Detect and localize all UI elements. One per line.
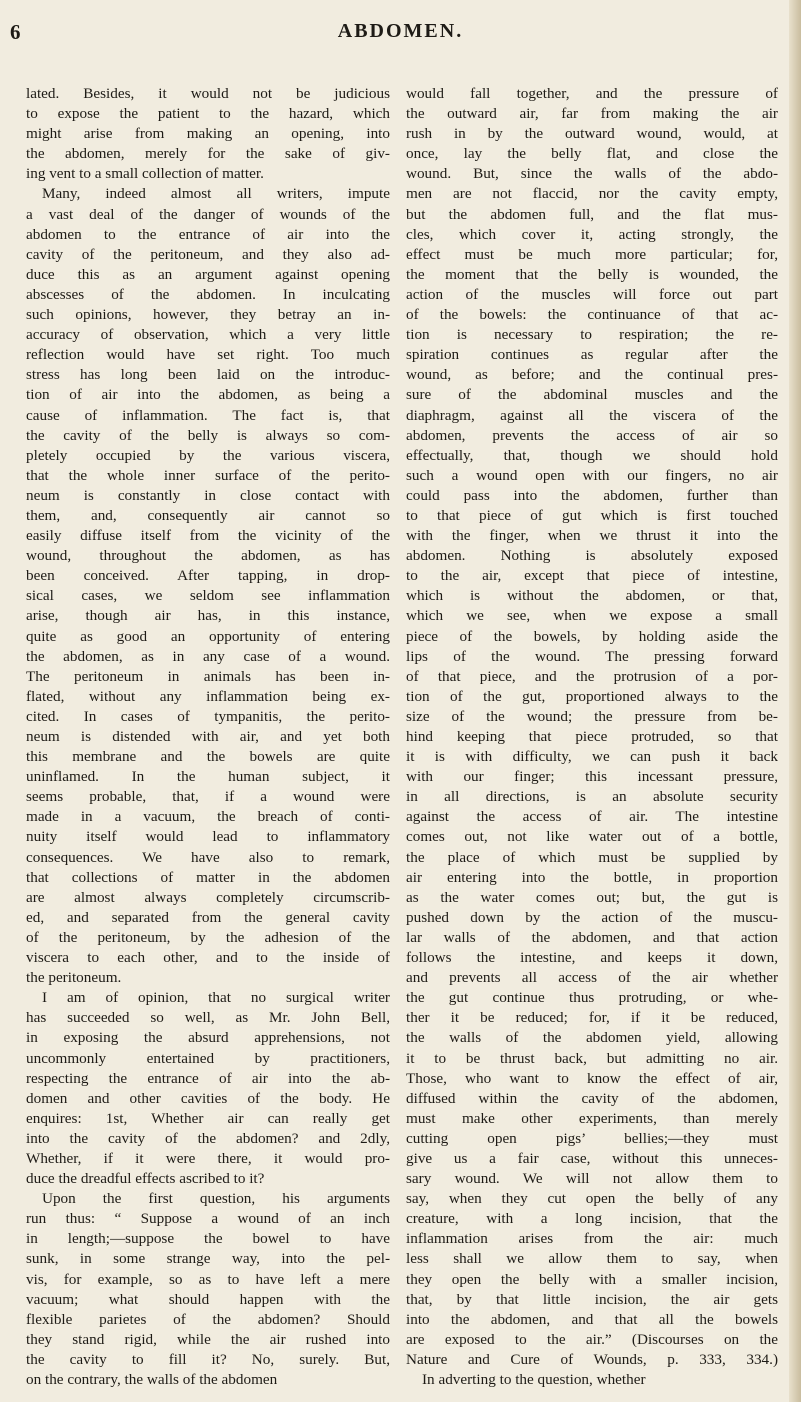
text-line: lar walls of the abdomen, and that action: [406, 928, 778, 946]
text-line: creature, with a long incision, that the: [406, 1210, 778, 1228]
text-line: lips of the wound. The pressing forward: [406, 647, 778, 665]
text-line: the cavity to fill it? No, surely. But,: [26, 1350, 390, 1368]
text-line: wound, throughout the abdomen, as has: [26, 547, 390, 565]
text-line: the walls of the abdomen yield, allowing: [406, 1029, 778, 1047]
text-line: sunk, in some strange way, into the pel-: [26, 1250, 390, 1268]
text-line: that collections of matter in the abdomen: [26, 868, 390, 886]
text-line: of the bowels: the continuance of that ac-: [406, 306, 778, 324]
text-line: this membrane and the bowels are quite: [26, 748, 390, 766]
text-line: must make other experiments, than merely: [406, 1109, 778, 1127]
text-line: consequences. We have also to remark,: [26, 848, 390, 866]
text-line: the peritoneum.: [26, 969, 122, 987]
text-line: and prevents all access of the air whether: [406, 969, 778, 987]
text-line: abscesses of the abdomen. In inculcating: [26, 285, 390, 303]
text-line: would fall together, and the pressure of: [406, 85, 778, 102]
text-line: abdomen to the entrance of air into the: [26, 225, 390, 243]
text-line: that the whole inner surface of the perito-: [26, 466, 390, 484]
text-line: diaphragm, against all the viscera of the: [406, 406, 778, 424]
text-line: Upon the first question, his arguments: [42, 1190, 390, 1208]
text-line: duce the dreadful effects ascribed to it?: [26, 1170, 265, 1188]
text-line: it to be thrust back, but admitting no air.: [406, 1049, 778, 1067]
text-line: of that piece, and the protrusion of a por-: [406, 667, 778, 685]
text-line: but the abdomen full, and the flat mus-: [406, 205, 778, 223]
text-line: as the water comes out; but, the gut is: [406, 888, 778, 906]
text-line: are almost always completely circumscrib-: [26, 888, 390, 906]
text-line: flexible parietes of the abdomen? Should: [26, 1310, 390, 1328]
text-line: action of the muscles will force out part: [406, 285, 778, 303]
text-line: to the air, except that piece of intestine,: [406, 567, 778, 585]
text-line: of the peritoneum, by the adhesion of the: [26, 928, 390, 946]
text-line: abdomen, prevents the access of air so: [406, 426, 778, 444]
text-line: men are not flaccid, nor the cavity empty,: [406, 185, 778, 203]
text-line: which is without the abdomen, or that,: [406, 587, 778, 605]
text-line: cles, which cover it, acting strongly, the: [406, 225, 778, 243]
text-line: to that piece of gut which is first touched: [406, 506, 778, 524]
text-line: Those, who want to know the effect of air,: [406, 1069, 778, 1087]
text-line: less shall we allow them to say, when: [406, 1250, 778, 1268]
text-line: accuracy of observation, which a very little: [26, 326, 390, 344]
text-line: that, by that little incision, the air gets: [406, 1290, 778, 1308]
text-line: In adverting to the question, whether: [422, 1371, 646, 1388]
text-line: nuity itself would lead to inflammatory: [26, 828, 390, 846]
text-line: tion of air into the abdomen, as being a: [26, 386, 390, 404]
text-line: tion of the gut, proportioned always to the: [406, 687, 778, 705]
text-line: sical cases, we seldom see inflammation: [26, 587, 390, 605]
text-line: in exposing the absurd apprehensions, not: [26, 1029, 390, 1047]
text-line: ther it be reduced; for, if it be reduced,: [406, 1009, 778, 1027]
text-line: pushed down by the action of the muscu-: [406, 908, 778, 926]
text-line: they open the belly with a smaller incision,: [406, 1270, 778, 1288]
text-line: cutting open pigs’ bellies;—they must: [406, 1129, 778, 1147]
text-line: Many, indeed almost all writers, impute: [42, 185, 390, 203]
text-line: sary wound. We will not allow them to: [406, 1170, 778, 1188]
text-line: domen and other cavities of the body. He: [26, 1089, 390, 1107]
text-line: effect must be much more particular; for,: [406, 245, 778, 263]
text-line: the cavity of the belly is always so com-: [26, 426, 390, 444]
text-line: uncommonly entertained by practitioners,: [26, 1049, 390, 1067]
text-line: sure of the abdominal muscles and the: [406, 386, 778, 404]
text-line: been conceived. After tapping, in drop-: [26, 567, 390, 585]
text-line: pletely occupied by the various viscera,: [26, 446, 390, 464]
text-line: I am of opinion, that no surgical writer: [42, 989, 390, 1007]
text-line: cause of inflammation. The fact is, that: [26, 406, 390, 424]
text-line: respecting the entrance of air into the ab-: [26, 1069, 390, 1087]
left-column: [26, 84, 390, 1390]
text-line: enquires: 1st, Whether air can really get: [26, 1109, 390, 1127]
text-line: wound, as before; and the continual pres-: [406, 366, 778, 384]
text-line: the abdomen, as in any case of a wound.: [26, 647, 390, 665]
text-line: neum is constantly in close contact with: [26, 486, 390, 504]
text-line: such opinions, however, they betray an in-: [26, 306, 390, 324]
text-line: ing vent to a small collection of matter.: [26, 165, 264, 183]
text-line: comes out, not like water out of a bottle,: [406, 828, 778, 846]
text-line: the place of which must be supplied by: [406, 848, 778, 866]
text-line: arise, though air has, in this instance,: [26, 607, 390, 625]
text-line: stress has long been laid on the introduc-: [26, 366, 390, 384]
text-line: made in a vacuum, the breach of conti-: [26, 808, 390, 826]
text-line: into the abdomen, and that all the bowels: [406, 1310, 778, 1328]
text-line: wound. But, since the walls of the abdo-: [406, 165, 778, 183]
text-line: ed, and separated from the general cavity: [26, 908, 390, 926]
text-line: in length;—suppose the bowel to have: [26, 1230, 390, 1248]
text-line: are exposed to the air.” (Discourses on the: [406, 1330, 778, 1348]
text-line: has succeeded so well, as Mr. John Bell,: [26, 1009, 390, 1027]
text-line: once, lay the belly flat, and close the: [406, 145, 778, 163]
text-line: Whether, if it were there, it would pro-: [26, 1149, 390, 1167]
text-line: cavity of the peritoneum, and they also ad-: [26, 245, 390, 263]
text-line: piece of the bowels, by holding aside the: [406, 627, 778, 645]
text-line: quite as good an opportunity of entering: [26, 627, 390, 645]
text-line: which we see, when we expose a small: [406, 607, 778, 625]
text-line: might arise from making an opening, into: [26, 125, 390, 143]
text-line: such a wound open with our fingers, no air: [406, 466, 778, 484]
text-line: they stand rigid, while the air rushed into: [26, 1330, 390, 1348]
text-line: cited. In cases of tympanitis, the perito-: [26, 707, 390, 725]
text-line: the abdomen, merely for the sake of giv-: [26, 145, 390, 163]
text-line: vacuum; what should happen with the: [26, 1290, 390, 1308]
text-line: a vast deal of the danger of wounds of the: [26, 205, 390, 223]
text-line: size of the wound; the pressure from be-: [406, 707, 778, 725]
right-column: [406, 84, 778, 1390]
page-edge: [789, 0, 801, 1402]
text-line: abdomen. Nothing is absolutely exposed: [406, 547, 778, 565]
text-line: say, when they cut open the belly of any: [406, 1190, 778, 1208]
text-line: duce this as an argument against opening: [26, 265, 390, 283]
text-line: the outward air, far from making the air: [406, 105, 778, 123]
text-line: seems probable, that, if a wound were: [26, 788, 390, 806]
text-line: The peritoneum in animals has been in-: [26, 667, 390, 685]
text-line: uninflamed. In the human subject, it: [26, 768, 390, 786]
text-line: follows the intestine, and keeps it down,: [406, 949, 778, 967]
text-line: neum is distended with air, and yet both: [26, 728, 390, 745]
text-line: easily diffuse itself from the vicinity of the: [26, 527, 390, 545]
text-line: to expose the patient to the hazard, which: [26, 105, 390, 123]
text-line: flated, without any inflammation being ex-: [26, 687, 390, 705]
text-line: diffused within the cavity of the abdomen,: [406, 1089, 778, 1107]
text-line: in all directions, is an absolute security: [406, 788, 778, 806]
text-line: Nature and Cure of Wounds, p. 333, 334.): [406, 1350, 778, 1368]
text-line: with our finger; this incessant pressure,: [406, 768, 778, 786]
page-number: 6: [10, 20, 21, 44]
text-line: lated. Besides, it would not be judicious: [26, 85, 390, 102]
text-line: spiration continues as regular after the: [406, 346, 778, 364]
text-line: could pass into the abdomen, further than: [406, 486, 778, 504]
text-line: effectually, that, though we should hold: [406, 446, 778, 464]
text-line: rush in by the outward wound, would, at: [406, 125, 778, 143]
text-line: give us a fair case, without this unneces-: [406, 1149, 778, 1167]
text-line: on the contrary, the walls of the abdomen: [26, 1371, 278, 1388]
text-line: into the cavity of the abdomen? and 2dly,: [26, 1129, 390, 1147]
text-line: run thus: “ Suppose a wound of an inch: [26, 1210, 390, 1228]
text-line: against the access of air. The intestine: [406, 808, 778, 826]
text-line: viscera to each other, and to the inside of: [26, 949, 390, 967]
text-line: reflection would have set right. Too much: [26, 346, 390, 364]
text-line: with the finger, when we thrust it into the: [406, 527, 778, 545]
text-line: vis, for example, so as to have left a mere: [26, 1270, 390, 1288]
page-header: [0, 12, 801, 42]
text-line: inflammation arises from the air: much: [406, 1230, 778, 1248]
text-line: hind keeping that piece protruded, so that: [406, 728, 778, 745]
running-head: ABDOMEN.: [337, 20, 464, 42]
text-line: tion is necessary to respiration; the re-: [406, 326, 778, 344]
text-line: the gut continue thus protruding, or whe-: [406, 989, 778, 1007]
text-line: the moment that the belly is wounded, the: [406, 265, 778, 283]
text-line: them, and, consequently air cannot so: [26, 506, 390, 524]
text-line: air entering into the bottle, in proportion: [406, 868, 778, 886]
text-line: it is with difficulty, we can push it back: [406, 748, 778, 766]
